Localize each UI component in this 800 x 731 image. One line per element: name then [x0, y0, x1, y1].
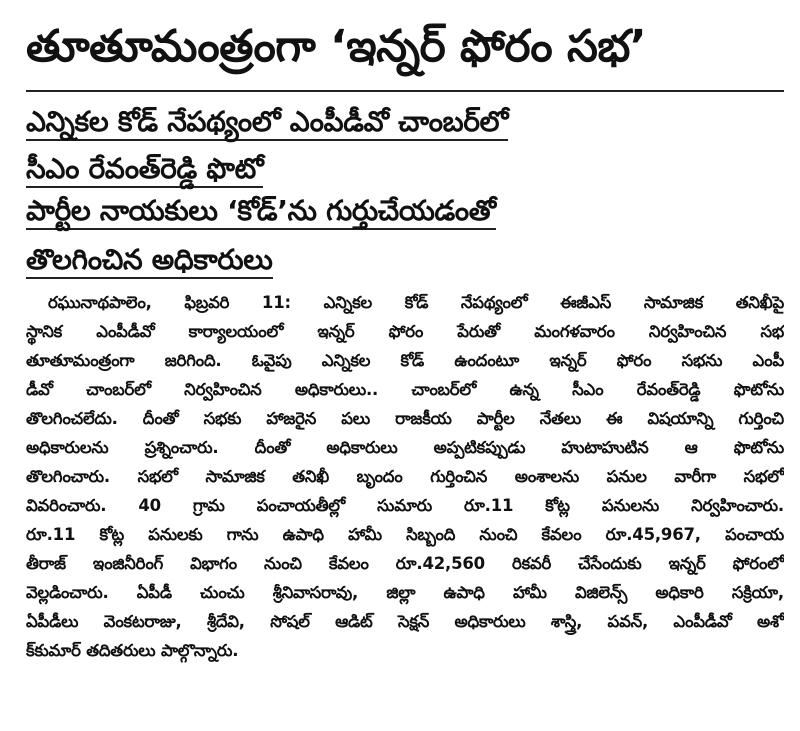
subheading-2-text: సీఎం రేవంత్‌రెడ్డి ఫొటో: [26, 152, 263, 188]
subheading-3: [26, 187, 496, 235]
subheading-3-text: పార్టీల నాయకులు ‘కోడ్’ను గుర్తుచేయడంతో: [26, 194, 496, 230]
body-line: రఘునాథపాలెం, ఫిబ్రవరి 11: ఎన్నికల కోడ్ నేపథ్యంలో ఈజీఎస్ సామాజిక తనిఖీపై: [48, 293, 784, 312]
body-line: తొలగించారు. సభలో సామాజిక తనిఖీ బృందం గుర్తించిన అంశాలను పనుల వారీగా సభలో: [26, 467, 784, 486]
subheading-4: [26, 236, 273, 284]
body-line: స్థానిక ఎంపీడీవో కార్యాలయంలో ఇన్నర్ ఫోరం పేరుతో మంగళవారం నిర్వహించిన సభ: [26, 322, 784, 341]
body-line: తీరాజ్ ఇంజినీరింగ్ విభాగం నుంచి కేవలం రూ.42,560 రికవరీ చేసేందుకు ఇన్నర్ ఫోరంలో: [26, 554, 784, 573]
body-line: రూ.11 కోట్ల పనులకు గాను ఉపాధి హామీ సిబ్బంది నుంచి కేవలం రూ.45,967, పంచాయ: [26, 525, 784, 544]
body-line: తొలగించలేదు. దీంతో సభకు హాజరైన పలు రాజకీయ పార్టీల నేతలు ఈ విషయాన్ని గుర్తించి: [26, 409, 784, 428]
subheading-1-text: ఎన్నికల కోడ్ నేపథ్యంలో ఎంపీడీవో చాంబర్‌లో: [26, 105, 508, 141]
body-line: డీవో చాంబర్‌లో నిర్వహించిన అధికారులు.. చాంబర్‌లో ఉన్న సీఎం రేవంత్‌రెడ్డి ఫొటోను: [26, 380, 784, 399]
headline: తూతూమంత్రంగా ‘ఇన్నర్ ఫోరం సభ’: [26, 21, 647, 72]
body-line: వెల్లడించారు. ఏపీడీ చుంచు శ్రీనివాసరావు, జిల్లా ఉపాధి హామీ విజిలెన్స్ అధికారి సక్రియా,: [26, 583, 784, 602]
body-line: అధికారులను ప్రశ్నించారు. దీంతో అధికారులు అప్పటికప్పుడు హుటాహుటిన ఆ ఫొటోను: [26, 438, 784, 457]
article-body: [26, 288, 784, 665]
body-line: క్‌కుమార్ తదితరులు పాల్గొన్నారు.: [26, 641, 239, 660]
body-line: తూతూమంత్రంగా జరిగింది. ఓవైపు ఎన్నికల కోడ్ ఉందంటూ ఇన్నర్ ఫోరం సభను ఎంపీ: [26, 351, 784, 370]
body-line: వివరించారు. 40 గ్రామ పంచాయతీల్లో సుమారు రూ.11 కోట్ల పనులను నిర్వహించారు.: [26, 496, 784, 515]
subheading-2: [26, 145, 263, 193]
subheading-4-text: తొలగించిన అధికారులు: [26, 243, 273, 279]
headline-divider: [26, 90, 784, 92]
body-line: ఏపీడీలు వెంకటరాజు, శ్రీదేవి, సోషల్ ఆడిట్ సెక్షన్ అధికారులు శాస్త్రి, పవన్, ఎంపీడీవో అశో: [26, 612, 784, 631]
subheading-1: [26, 98, 508, 146]
